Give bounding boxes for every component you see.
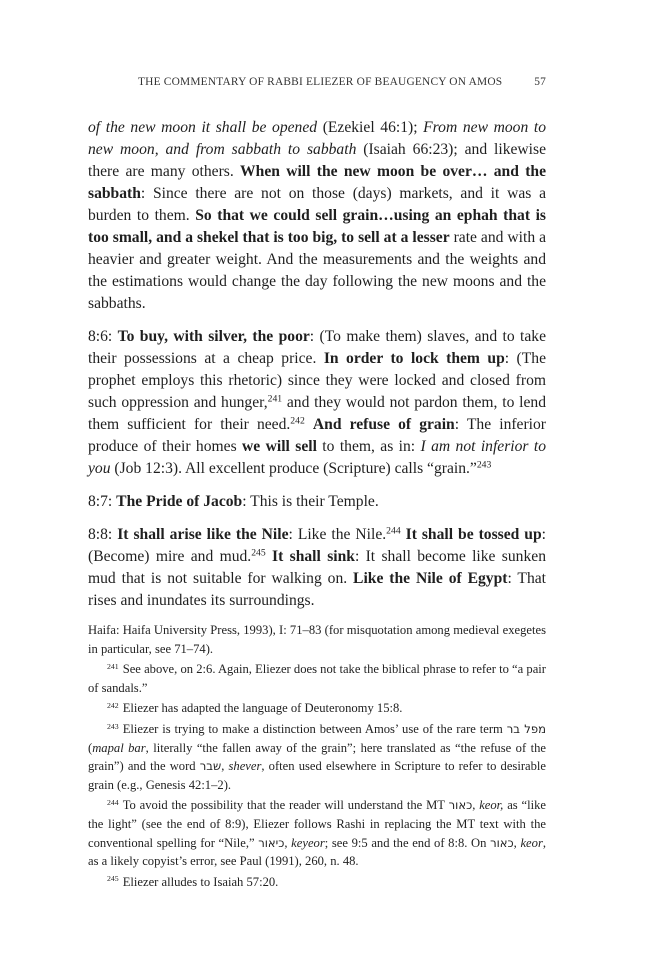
- text-run: (: [88, 740, 93, 755]
- text-run: , literally “the fallen away of the grain”; here translated as “the refuse of the grain”) and the word: [88, 740, 546, 774]
- paragraph-8-6: [88, 326, 546, 480]
- hebrew-term: כיאור: [258, 835, 285, 850]
- lemma-refuse-grain: And refuse of grain: [312, 416, 455, 433]
- footnote-ref-242[interactable]: 242: [290, 415, 305, 427]
- lemma-nile-egypt: Like the Nile of Egypt: [353, 570, 508, 587]
- text-run: as “like the light” (see the end of 8:9), Eliezer follows Rashi in replacing the MT text with the conventional spelling for “Nile,”: [88, 798, 547, 850]
- lemma-arise-nile: It shall arise like the Nile: [117, 526, 289, 543]
- text-run: : (Become) mire and mud.: [88, 526, 546, 565]
- text-run: , often used elsewhere in Scripture to refer to desirable grain (e.g., Genesis 42:1–2).: [88, 759, 547, 792]
- quote-ezekiel: of the new moon it shall be opened: [88, 119, 318, 136]
- text-run: [305, 416, 313, 433]
- footnote-number: 241: [107, 661, 119, 671]
- footnote-number: 243: [107, 721, 119, 731]
- text-run: : (To make them) slaves, and to take their possessions at a cheap price.: [88, 328, 546, 367]
- lemma-we-will-sell: we will sell: [242, 438, 317, 455]
- lemma-lock-up: In order to lock them up: [323, 350, 505, 367]
- text-run: ; see 9:5 and the end of 8:8. On: [324, 835, 491, 850]
- transliteration: keor: [520, 835, 543, 850]
- transliteration: mapal bar: [92, 740, 146, 755]
- footnote-245: [88, 873, 546, 892]
- footnote-text: See above, on 2:6. Again, Eliezer does not take the biblical phrase to refer to “a pair of sandals.”: [88, 662, 546, 695]
- page-number: 57: [534, 76, 546, 88]
- text-run: : That rises and inundates its surroundings.: [88, 570, 546, 609]
- footnote-number: 242: [107, 701, 119, 711]
- running-title: THE COMMENTARY OF RABBI ELIEZER OF BEAUGENCY ON AMOS: [138, 76, 503, 88]
- paragraph-8-8: [88, 524, 546, 612]
- text-run: : Like the Nile.: [288, 526, 387, 543]
- text-run: (Isaiah 66:23); and likewise there are many others.: [88, 141, 547, 180]
- footnotes: [88, 621, 546, 893]
- footnote-242: [88, 699, 546, 718]
- text-run: (Ezekiel 46:1);: [317, 119, 424, 136]
- hebrew-term: שבר: [199, 759, 222, 774]
- text-run: Eliezer is trying to make a distinction between Amos’ use of the rare term: [122, 721, 507, 736]
- text-run: : The inferior produce of their homes: [88, 416, 546, 455]
- verse-ref: 8:7:: [88, 493, 117, 510]
- transliteration: keor,: [479, 798, 504, 813]
- text-run: : This is their Temple.: [242, 493, 379, 510]
- text-run: ,: [472, 798, 480, 813]
- hebrew-term: כאור: [490, 835, 514, 850]
- text-run: , as a likely copyist’s error, see Paul (1991), 260, n. 48.: [88, 835, 547, 869]
- text-run: rate and with a heavier and greater weight. And the measurements and the weights and the estimations would change the day following the new moons and the sabbaths.: [88, 229, 546, 312]
- lemma-pride-jacob: The Pride of Jacob: [116, 493, 243, 510]
- lemma-new-moon: When will the new moon be over… and the sabbath: [88, 163, 546, 202]
- hebrew-term: כאור: [448, 798, 473, 813]
- paragraph-8-5-continued: [88, 117, 546, 315]
- lemma-buy-poor: To buy, with silver, the poor: [117, 328, 310, 345]
- text-run: : Since there are not on those (days) markets, and it was a burden to them.: [88, 185, 546, 224]
- footnote-number: 245: [107, 874, 119, 884]
- footnote-244: [88, 796, 546, 870]
- quote-isaiah: From new moon to new moon, and from sabbath to sabbath: [88, 119, 547, 158]
- text-run: (Job 12:3). All excellent produce (Scripture) calls “grain.”: [110, 460, 477, 477]
- footnote-continued: Haifa: Haifa University Press, 1993), I: 71–83 (for misquotation among medieval exegetes in particular, see 71–74).: [88, 623, 546, 656]
- text-run: : It shall become like sunken mud that is not suitable for walking on.: [88, 548, 546, 587]
- footnote-text: Eliezer alludes to Isaiah 57:20.: [122, 874, 279, 889]
- text-run: and they would not pardon them, to lend them sufficient for their need.: [88, 394, 547, 433]
- verse-ref: 8:8:: [88, 526, 118, 543]
- text-run: to them, as in:: [316, 438, 421, 455]
- quote-job: I am not inferior to you: [88, 438, 546, 477]
- paragraph-8-7: [88, 491, 546, 513]
- footnote-243: [88, 720, 546, 794]
- lemma-tossed-up: It shall be tossed up: [405, 526, 542, 543]
- footnote-number: 244: [107, 798, 119, 808]
- text-run: To avoid the possibility that the reader will understand the MT: [122, 798, 449, 813]
- lemma-shall-sink: It shall sink: [272, 548, 355, 565]
- footnote-ref-245[interactable]: 245: [251, 547, 266, 559]
- text-run: ,: [221, 759, 229, 774]
- transliteration: keyeor: [291, 835, 325, 850]
- footnote-text: Eliezer has adapted the language of Deuteronomy 15:8.: [122, 701, 403, 716]
- text-run: ,: [284, 835, 292, 850]
- footnote-ref-243[interactable]: 243: [476, 459, 492, 471]
- text-run: : (The prophet employs this rhetoric) since they were locked and closed from such oppression and hunger,: [88, 350, 546, 411]
- footnote-ref-244[interactable]: 244: [386, 525, 401, 537]
- transliteration: shever: [228, 759, 262, 774]
- main-text: [88, 117, 546, 623]
- footnote-241: [88, 660, 546, 697]
- verse-ref: 8:6:: [88, 328, 118, 345]
- lemma-sell-grain: So that we could sell grain…using an ephah that is too small, and a shekel that is too big, to sell at a lesser: [88, 207, 546, 246]
- hebrew-term: מפל בר: [506, 721, 546, 736]
- text-run: ,: [513, 835, 521, 850]
- footnote-ref-241[interactable]: 241: [267, 393, 283, 405]
